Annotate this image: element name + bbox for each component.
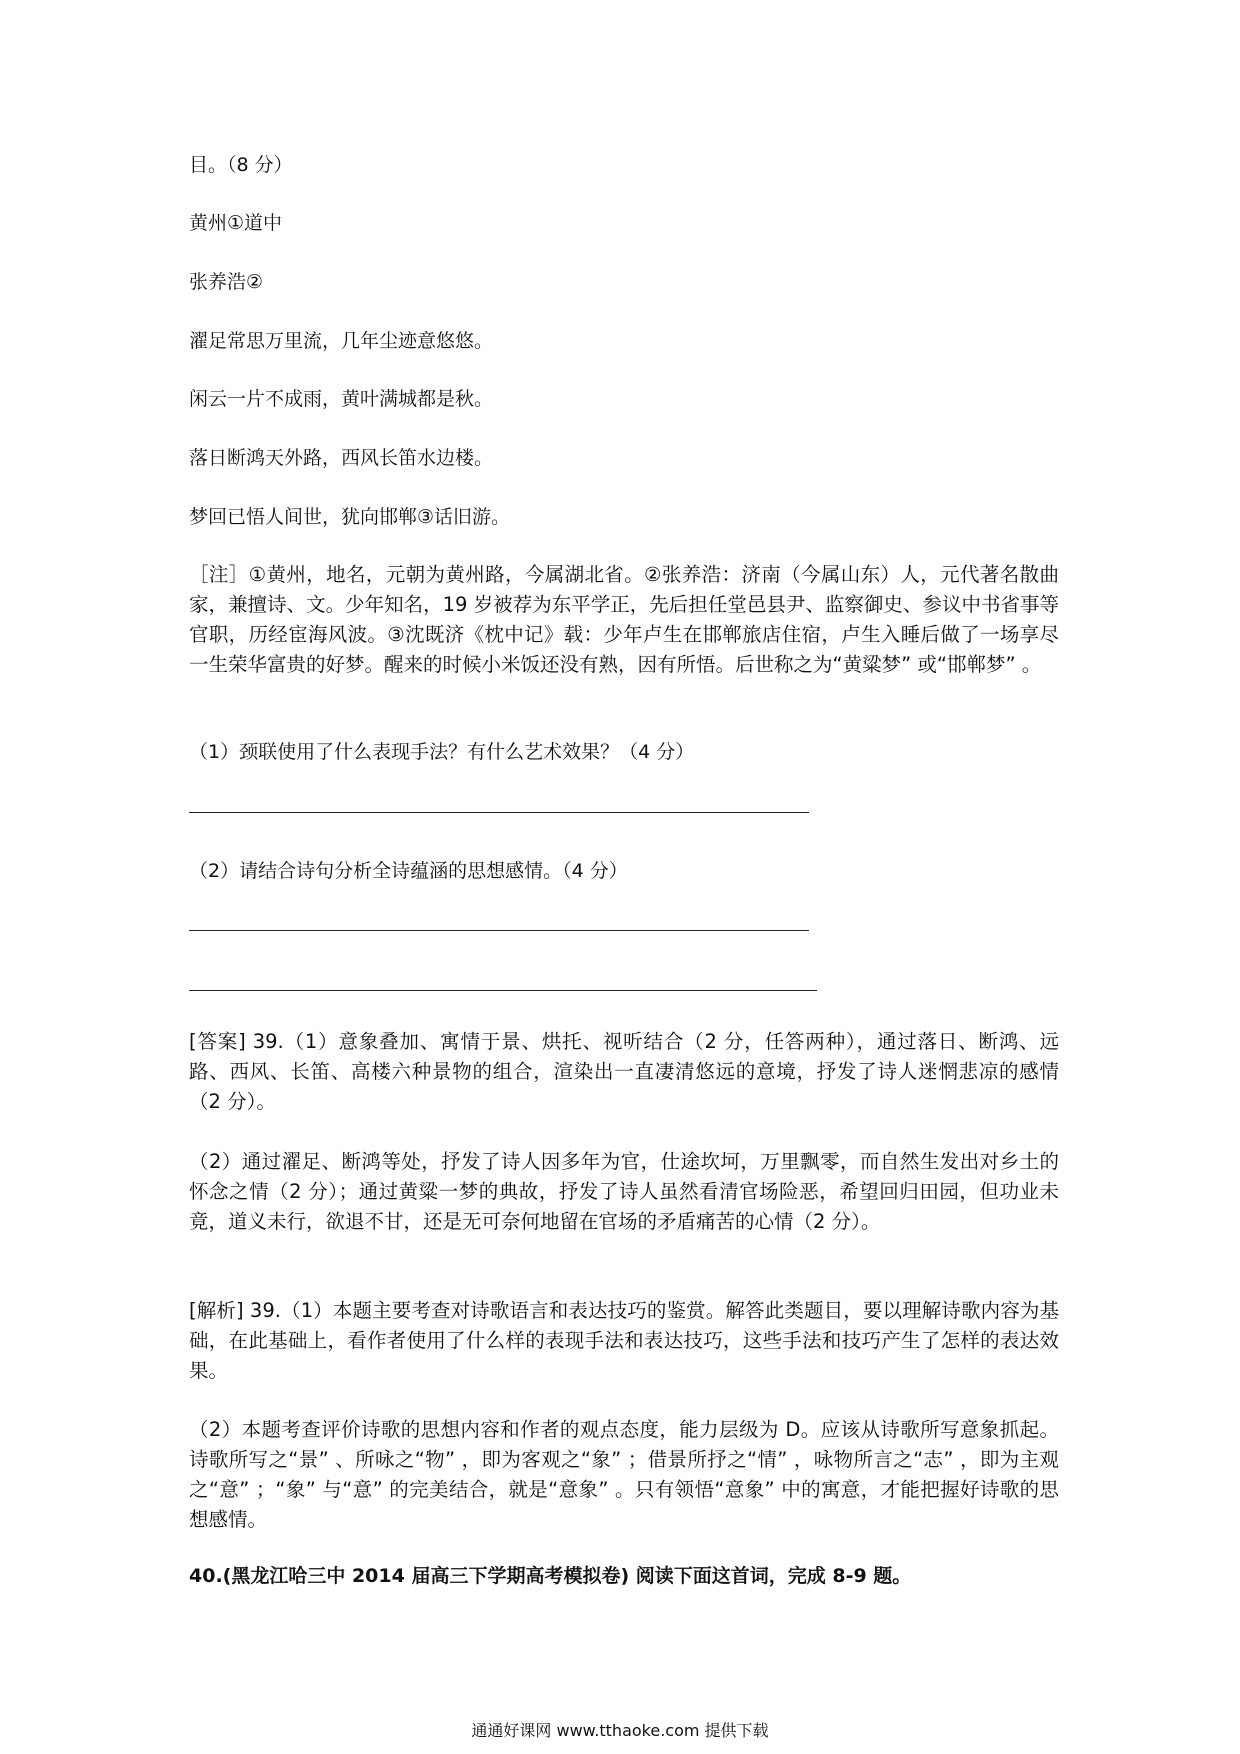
answer-blank-3 xyxy=(189,990,817,991)
answer-blank-1 xyxy=(189,812,809,813)
poem-line-3: 落日断鸿天外路，西风长笛水边楼。 xyxy=(189,447,494,469)
poem-title: 黄州①道中 xyxy=(189,212,283,234)
analysis-part-1: [解析] 39.（1）本题主要考查对诗歌语言和表达技巧的鉴赏。解答此类题目，要以理解诗歌内容为基础，在此基础上，看作者使用了什么样的表现手法和表达技巧，这些手法和技巧产生了怎样的表达效果。 xyxy=(189,1299,1059,1382)
poem-note: ［注］①黄州，地名，元朝为黄州路，今属湖北省。②张养浩：济南（今属山东）人，元代著名散曲家，兼擅诗、文。少年知名，19 岁被荐为东平学正，先后担任堂邑县尹、监察御史、参议中书省事等官职，历经宦海风波。③沈既济《枕中记》载：少年卢生在邯郸旅店住宿，卢生入睡后做了一场享尽一生荣华富贵的好梦。醒来的时候小米饭还没有熟，因有所悟。后世称之为“黄粱梦” 或“邯郸梦” 。 xyxy=(189,563,1059,676)
poem-line-1: 濯足常思万里流，几年尘迹意悠悠。 xyxy=(189,330,494,352)
poem-author: 张养浩② xyxy=(189,271,264,293)
poem-line-2: 闲云一片不成雨，黄叶满城都是秋。 xyxy=(189,388,494,410)
page-footer: 通通好课网 www.tthaoke.com 提供下载 xyxy=(471,1721,769,1740)
next-question-heading: 40.(黑龙江哈三中 2014 届高三下学期高考模拟卷) 阅读下面这首词，完成 8-9 题。 xyxy=(189,1565,912,1587)
answer-part-1: [答案] 39.（1）意象叠加、寓情于景、烘托、视听结合（2 分，任答两种），通过落日、断鸿、远路、西风、长笛、高楼六种景物的组合，渲染出一直凄清悠远的意境，抒发了诗人迷惘悲凉的感情（2 分）。 xyxy=(189,1030,1059,1113)
poem-line-4: 梦回已悟人间世，犹向邯郸③话旧游。 xyxy=(189,506,511,528)
line-score: 目。（8 分） xyxy=(189,154,293,176)
analysis-part-2: （2）本题考查评价诗歌的思想内容和作者的观点态度，能力层级为 D。应该从诗歌所写意象抓起。诗歌所写之“景” 、所咏之“物” ，即为客观之“象” ；借景所抒之“情” ，咏物所言之“志” ，即为主观之“意” ；“象” 与“意” 的完美结合，就是“意象” 。只有领悟“意象” 中的寓意，才能把握好诗歌的思想感情。 xyxy=(189,1418,1059,1531)
answer-part-2: （2）通过濯足、断鸿等处，抒发了诗人因多年为官，仕途坎坷，万里飘零，而自然生发出对乡土的怀念之情（2 分）；通过黄粱一梦的典故，抒发了诗人虽然看清官场险恶，希望回归田园，但功业未竟，道义未行，欲退不甘，还是无可奈何地留在官场的矛盾痛苦的心情（2 分）。 xyxy=(189,1150,1059,1233)
answer-blank-2 xyxy=(189,930,809,931)
question-1: （1）颈联使用了什么表现手法？有什么艺术效果？（4 分） xyxy=(189,741,695,763)
question-2: （2）请结合诗句分析全诗蕴涵的思想感情。（4 分） xyxy=(189,860,628,882)
